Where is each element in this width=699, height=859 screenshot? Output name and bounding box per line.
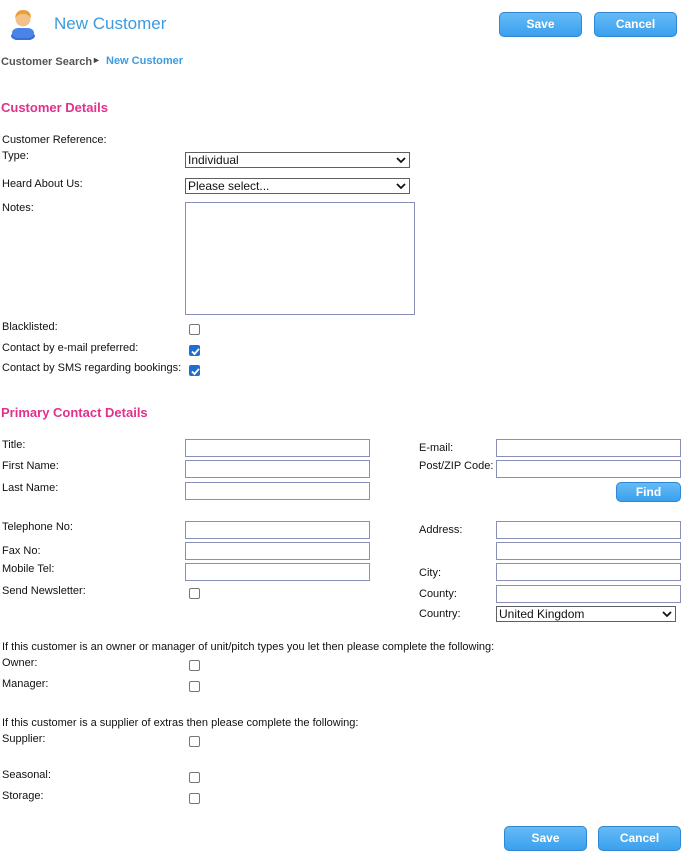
email-label: E-mail: — [419, 442, 454, 454]
breadcrumb-separator-icon: ► — [92, 55, 101, 65]
supplier-checkbox[interactable] — [189, 736, 200, 747]
footer-save-button[interactable]: Save — [504, 826, 587, 851]
customer-reference-label: Customer Reference: — [2, 134, 107, 146]
owner-manager-intro: If this customer is an owner or manager of unit/pitch types you let then please complete the following: — [2, 641, 495, 653]
page-title: New Customer — [54, 14, 167, 33]
email-preferred-label: Contact by e-mail preferred: — [2, 342, 139, 354]
address-line1-input[interactable] — [496, 521, 681, 539]
country-select-value: United Kingdom — [499, 607, 585, 621]
save-button[interactable]: Save — [499, 12, 582, 37]
primary-contact-heading: Primary Contact Details — [1, 405, 148, 420]
type-select[interactable] — [185, 152, 410, 168]
mobile-label: Mobile Tel: — [2, 563, 55, 575]
chevron-down-icon — [662, 609, 672, 619]
heard-about-us-select[interactable] — [185, 178, 410, 194]
last-name-label: Last Name: — [2, 482, 59, 494]
checkmark-icon — [190, 346, 201, 357]
heard-about-us-label: Heard About Us: — [2, 178, 83, 190]
county-input[interactable] — [496, 585, 681, 603]
sms-bookings-label: Contact by SMS regarding bookings: — [2, 362, 182, 374]
address-line2-input[interactable] — [496, 542, 681, 560]
telephone-label: Telephone No: — [2, 521, 73, 533]
city-input[interactable] — [496, 563, 681, 581]
fax-input[interactable] — [185, 542, 370, 560]
owner-label: Owner: — [2, 657, 38, 669]
type-label: Type: — [2, 150, 29, 162]
last-name-input[interactable] — [185, 482, 370, 500]
customer-avatar-icon — [10, 8, 36, 40]
seasonal-checkbox[interactable] — [189, 772, 200, 783]
first-name-input[interactable] — [185, 460, 370, 478]
storage-label: Storage: — [2, 790, 44, 802]
seasonal-label: Seasonal: — [2, 769, 51, 781]
owner-checkbox[interactable] — [189, 660, 200, 671]
fax-label: Fax No: — [2, 545, 41, 557]
cancel-button[interactable]: Cancel — [594, 12, 677, 37]
newsletter-checkbox[interactable] — [189, 588, 200, 599]
email-preferred-checkbox[interactable] — [189, 345, 200, 356]
sms-bookings-checkbox[interactable] — [189, 365, 200, 376]
supplier-intro: If this customer is a supplier of extras then please complete the following: — [2, 717, 359, 729]
city-label: City: — [419, 567, 441, 579]
country-select[interactable] — [496, 606, 676, 622]
mobile-input[interactable] — [185, 563, 370, 581]
footer-cancel-button[interactable]: Cancel — [598, 826, 681, 851]
chevron-down-icon — [396, 155, 406, 165]
supplier-label: Supplier: — [2, 733, 46, 745]
county-label: County: — [419, 588, 457, 600]
first-name-label: First Name: — [2, 460, 59, 472]
checkmark-icon — [190, 366, 201, 377]
heard-about-us-value: Please select... — [188, 179, 270, 193]
breadcrumb-current: New Customer — [106, 55, 184, 67]
blacklisted-checkbox[interactable] — [189, 324, 200, 335]
notes-textarea[interactable] — [185, 202, 415, 315]
title-label: Title: — [2, 439, 26, 451]
blacklisted-label: Blacklisted: — [2, 321, 58, 333]
postcode-input[interactable] — [496, 460, 681, 478]
country-label: Country: — [419, 608, 461, 620]
notes-label: Notes: — [2, 202, 34, 214]
customer-details-heading: Customer Details — [1, 100, 108, 115]
title-input[interactable] — [185, 439, 370, 457]
postcode-label: Post/ZIP Code: — [419, 460, 494, 472]
manager-label: Manager: — [2, 678, 49, 690]
email-input[interactable] — [496, 439, 681, 457]
type-select-value: Individual — [188, 153, 239, 167]
chevron-down-icon — [396, 181, 406, 191]
telephone-input[interactable] — [185, 521, 370, 539]
storage-checkbox[interactable] — [189, 793, 200, 804]
manager-checkbox[interactable] — [189, 681, 200, 692]
find-button[interactable]: Find — [616, 482, 681, 502]
newsletter-label: Send Newsletter: — [2, 585, 86, 597]
breadcrumb-customer-search[interactable]: Customer Search — [1, 56, 93, 68]
address-label: Address: — [419, 524, 463, 536]
